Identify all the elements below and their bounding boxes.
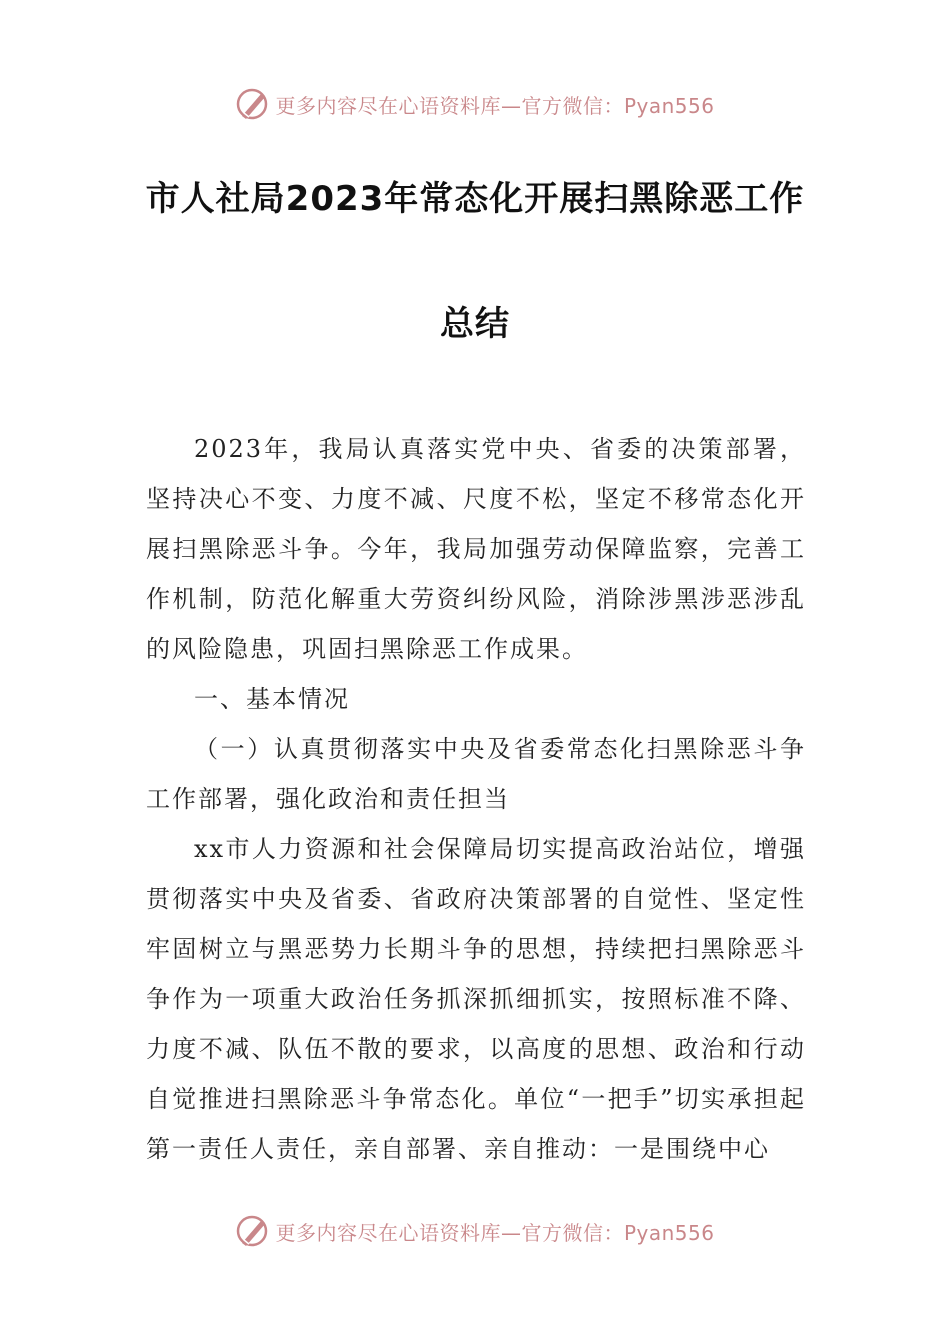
document-title: 市人社局2023年常态化开展扫黑除恶工作 — [145, 179, 805, 219]
watermark-header — [0, 84, 950, 124]
pen-logo-icon — [235, 86, 271, 122]
watermark-text: 更多内容尽在心语资料库—官方微信：Pyan556 — [275, 93, 715, 118]
paragraph-body: xx市人力资源和社会保障局切实提高政治站位，增强贯彻落实中央及省委、省政府决策部署的自觉性、坚定性牢固树立与黑恶势力长期斗争的思想，持续把扫黑除恶斗争作为一项重大政治任务抓深抓细抓实，按照标准不降、力度不减、队伍不散的要求，以高度的思想、政治和行动自觉推进扫黑除恶斗争常态化。单位“一把手”切实承担起第一责任人责任，亲自部署、亲自推动：一是围绕中心 — [146, 835, 806, 1163]
section-heading: 一、基本情况 — [194, 685, 350, 713]
paragraph-intro: 2023年，我局认真落实党中央、省委的决策部署，坚持决心不变、力度不减、尺度不松，坚定不移常态化开展扫黑除恶斗争。今年，我局加强劳动保障监察，完善工作机制，防范化解重大劳资纠纷风险，消除涉黑涉恶涉乱的风险隐患，巩固扫黑除恶工作成果。 — [146, 435, 806, 663]
document-title-line2: 总结 — [440, 304, 510, 344]
subsection-heading: （一）认真贯彻落实中央及省委常态化扫黑除恶斗争工作部署，强化政治和责任担当 — [146, 735, 806, 813]
watermark-footer — [0, 1211, 950, 1251]
pen-logo-icon — [235, 1213, 271, 1249]
watermark-text: 更多内容尽在心语资料库—官方微信：Pyan556 — [275, 1220, 715, 1245]
document-body — [146, 424, 806, 1174]
